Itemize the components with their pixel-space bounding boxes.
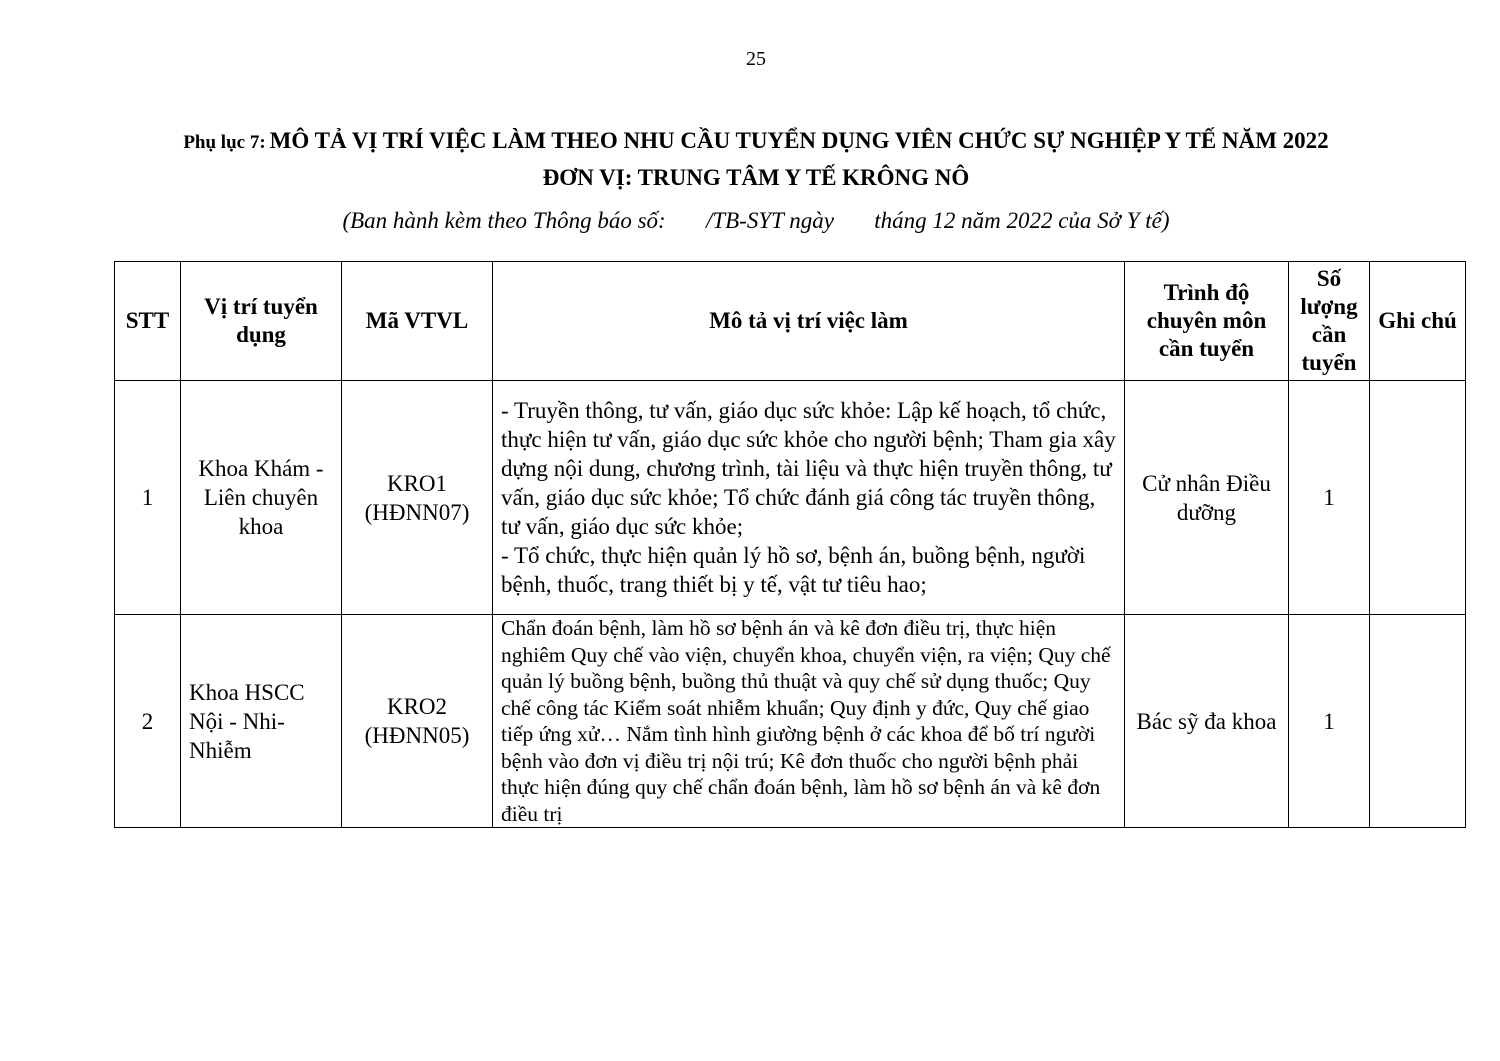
table-row: [115, 381, 1466, 615]
header-note: Ghi chú: [1370, 262, 1466, 381]
table-row: [115, 615, 1466, 828]
code-contract: (HĐNN07): [364, 499, 470, 525]
title-line-1: [0, 124, 1500, 161]
cell-quantity: 1: [1289, 615, 1370, 828]
header-description: Mô tả vị trí việc làm: [493, 262, 1125, 381]
title-line-2: ĐƠN VỊ: TRUNG TÂM Y TẾ KRÔNG NÔ: [542, 165, 970, 190]
cell-code: [342, 381, 493, 615]
cell-stt: 1: [115, 381, 181, 615]
table-header-row: [115, 262, 1466, 381]
cell-qualification: Cử nhân Điều dưỡng: [1125, 381, 1289, 615]
header-stt: STT: [115, 262, 181, 381]
cell-description: [493, 381, 1125, 615]
header-quantity: Số lượng cần tuyển: [1289, 262, 1370, 381]
cell-quantity: 1: [1289, 381, 1370, 615]
cell-code: [342, 615, 493, 828]
title-main: MÔ TẢ VỊ TRÍ VIỆC LÀM THEO NHU CẦU TUYỂN DỤNG VIÊN CHỨC SỰ NGHIỆP Y TẾ NĂM 2022: [269, 128, 1329, 153]
cell-stt: 2: [115, 615, 181, 828]
document-title: [0, 124, 1500, 195]
header-code: Mã VTVL: [342, 262, 493, 381]
description-paragraph: - Truyền thông, tư vấn, giáo dục sức khỏe: Lập kế hoạch, tổ chức, thực hiện tư vấn, giáo dục sức khỏe cho người bệnh; Tham gia xây dựng nội dung, chương trình, tài liệu và thực hiện truyền thông, tư vấn, giáo dục sức khỏe; Tổ chức đánh giá công tác truyền thông, tư vấn, giáo dục sức khỏe;: [501, 398, 1116, 539]
job-positions-table: [114, 261, 1466, 828]
header-position: Vị trí tuyển dụng: [181, 262, 342, 381]
cell-position: Khoa Khám - Liên chuyên khoa: [181, 381, 342, 615]
description-paragraph: - Tổ chức, thực hiện quản lý hồ sơ, bệnh án, buồng bệnh, người bệnh, thuốc, trang thiết bị y tế, vật tư tiêu hao;: [501, 543, 1086, 597]
cell-note: [1370, 381, 1466, 615]
header-qualification: Trình độ chuyên môn cần tuyển: [1125, 262, 1289, 381]
cell-note: [1370, 615, 1466, 828]
cell-description: Chẩn đoán bệnh, làm hồ sơ bệnh án và kê đơn điều trị, thực hiện nghiêm Quy chế vào viện, chuyển khoa, chuyển viện, ra viện; Quy chế quản lý buồng bệnh, buồng thủ thuật và quy chế sử dụng thuốc; Quy chế công tác Kiểm soát nhiễm khuẩn; Quy định y đức, Quy chế giao tiếp ứng xử… Nắm tình hình giường bệnh ở các khoa để bố trí người bệnh vào đơn vị điều trị nội trú; Kê đơn thuốc cho người bệnh phải thực hiện đúng quy chế chẩn đoán bệnh, làm hồ sơ bệnh án và kê đơn điều trị: [493, 615, 1125, 828]
code-contract: (HĐNN05): [364, 723, 470, 748]
title-prefix: Phụ lục 7:: [183, 132, 266, 153]
code-value: KRO2: [386, 694, 448, 719]
cell-position: Khoa HSCC Nội - Nhi- Nhiễm: [181, 615, 342, 828]
page-number: 25: [746, 48, 766, 70]
document-subtitle: (Ban hành kèm theo Thông báo số: /TB-SYT ngày tháng 12 năm 2022 của Sở Y tế): [342, 208, 1170, 233]
code-value: KRO1: [386, 470, 448, 496]
cell-qualification: Bác sỹ đa khoa: [1125, 615, 1289, 828]
